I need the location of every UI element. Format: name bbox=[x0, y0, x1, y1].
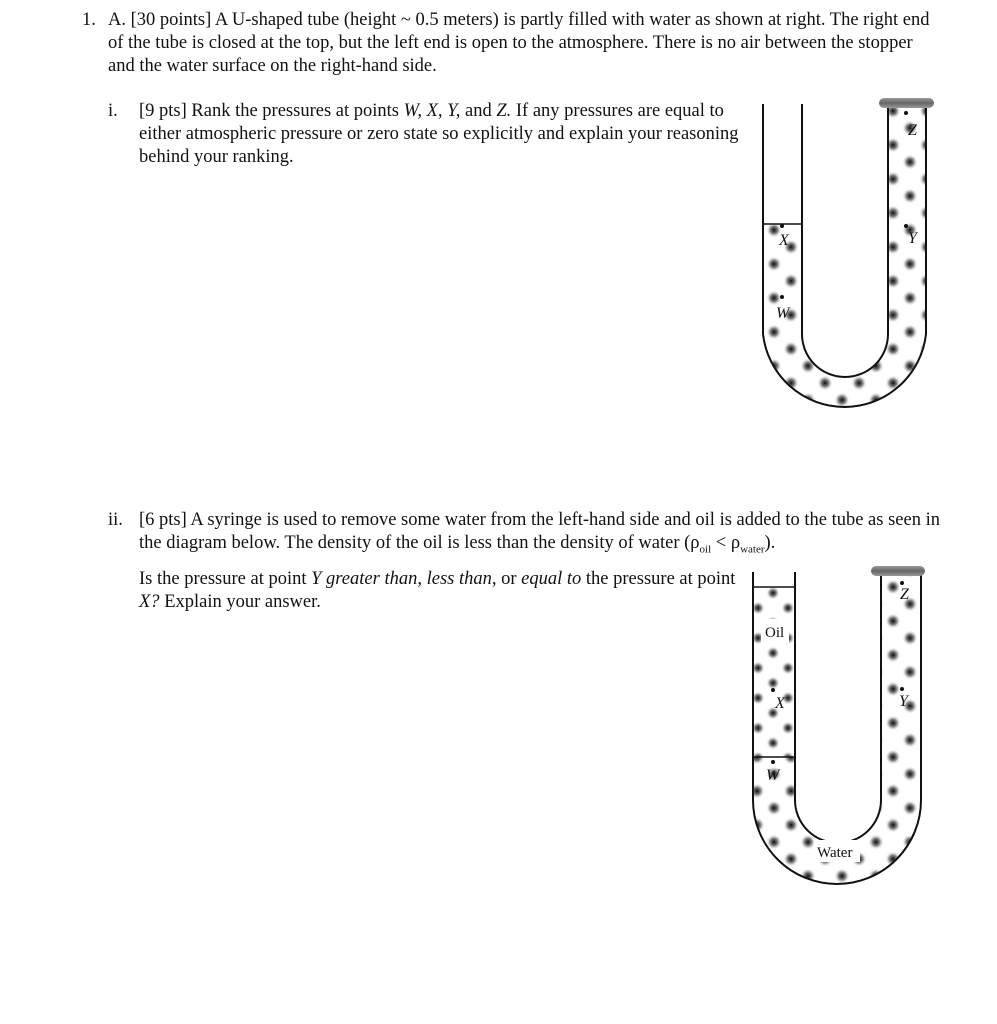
rho-water-symbol: ρ bbox=[730, 533, 741, 553]
q-equal: equal to bbox=[521, 569, 582, 589]
point-y-dot-i bbox=[904, 224, 908, 228]
part-i-text-a: [9 pts] Rank the pressures at points bbox=[139, 101, 404, 121]
water-subscript: water bbox=[740, 543, 765, 556]
q-greater: greater than, less than, bbox=[326, 569, 497, 589]
point-z-dot-i bbox=[904, 111, 908, 115]
part-i-text-b: and bbox=[460, 101, 497, 121]
water-fill-i bbox=[763, 106, 926, 407]
point-w-label-ii: W bbox=[766, 767, 780, 784]
part-ii-text-a: [6 pts] A syringe is used to remove some water from the left-hand side and oil is added to the tube as seen in the diagram below. The density of the oil is less than the density of water ( bbox=[139, 510, 940, 553]
point-x-dot-ii bbox=[771, 688, 775, 692]
oil-fill-ii bbox=[753, 587, 795, 757]
point-y-label-i: Y bbox=[908, 230, 917, 247]
q-a: Is the pressure at point bbox=[139, 569, 312, 589]
u-tube-diagram-i bbox=[763, 98, 934, 407]
oil-label: Oil bbox=[765, 625, 785, 641]
part-ii-number: ii. bbox=[108, 510, 123, 530]
part-ii-text-b: ). bbox=[764, 533, 776, 553]
oil-subscript: oil bbox=[699, 543, 712, 556]
q-c: or bbox=[496, 569, 522, 589]
point-y-dot-ii bbox=[900, 687, 904, 691]
question-number: 1. bbox=[82, 10, 96, 30]
part-i-point-z: Z. bbox=[496, 101, 512, 121]
u-tube-diagram-ii bbox=[753, 566, 925, 884]
q-point-y: Y bbox=[311, 569, 322, 589]
part-i-number: i. bbox=[108, 101, 118, 121]
water-label: Water bbox=[817, 845, 853, 861]
rho-oil-symbol: ρ bbox=[690, 533, 700, 553]
point-x-label-ii: X bbox=[775, 695, 785, 712]
point-w-dot-i bbox=[780, 295, 784, 299]
q-point-x: X? bbox=[139, 592, 160, 612]
stopper-ii bbox=[871, 566, 925, 576]
q-e: Explain your answer. bbox=[159, 592, 321, 612]
point-x-dot-i bbox=[780, 224, 784, 228]
less-than-symbol: < bbox=[711, 533, 731, 553]
point-z-label-ii: Z bbox=[900, 586, 909, 603]
point-x-label-i: X bbox=[779, 232, 789, 249]
stopper-i bbox=[879, 98, 934, 108]
point-w-dot-ii bbox=[771, 760, 775, 764]
question-intro-text: A. [30 points] A U-shaped tube (height ~ 0.5 meters) is partly filled with water as shown at right. The right end of the tube is closed at the top, but the left end is open to the atmosphere. There is no air between the stopper and the water surface on the right-hand side. bbox=[108, 10, 930, 76]
q-d: the pressure at point bbox=[581, 569, 736, 589]
part-i-points: W, X, Y, bbox=[403, 101, 461, 121]
point-z-dot-ii bbox=[900, 581, 904, 585]
point-y-label-ii: Y bbox=[899, 693, 908, 710]
part-i-text-c: If any pressures are equal to either atmospheric pressure or zero state so explicitly and explain your reasoning behind your ranking. bbox=[139, 101, 739, 167]
point-z-label-i: Z bbox=[908, 122, 917, 139]
point-w-label-i: W bbox=[776, 305, 790, 322]
